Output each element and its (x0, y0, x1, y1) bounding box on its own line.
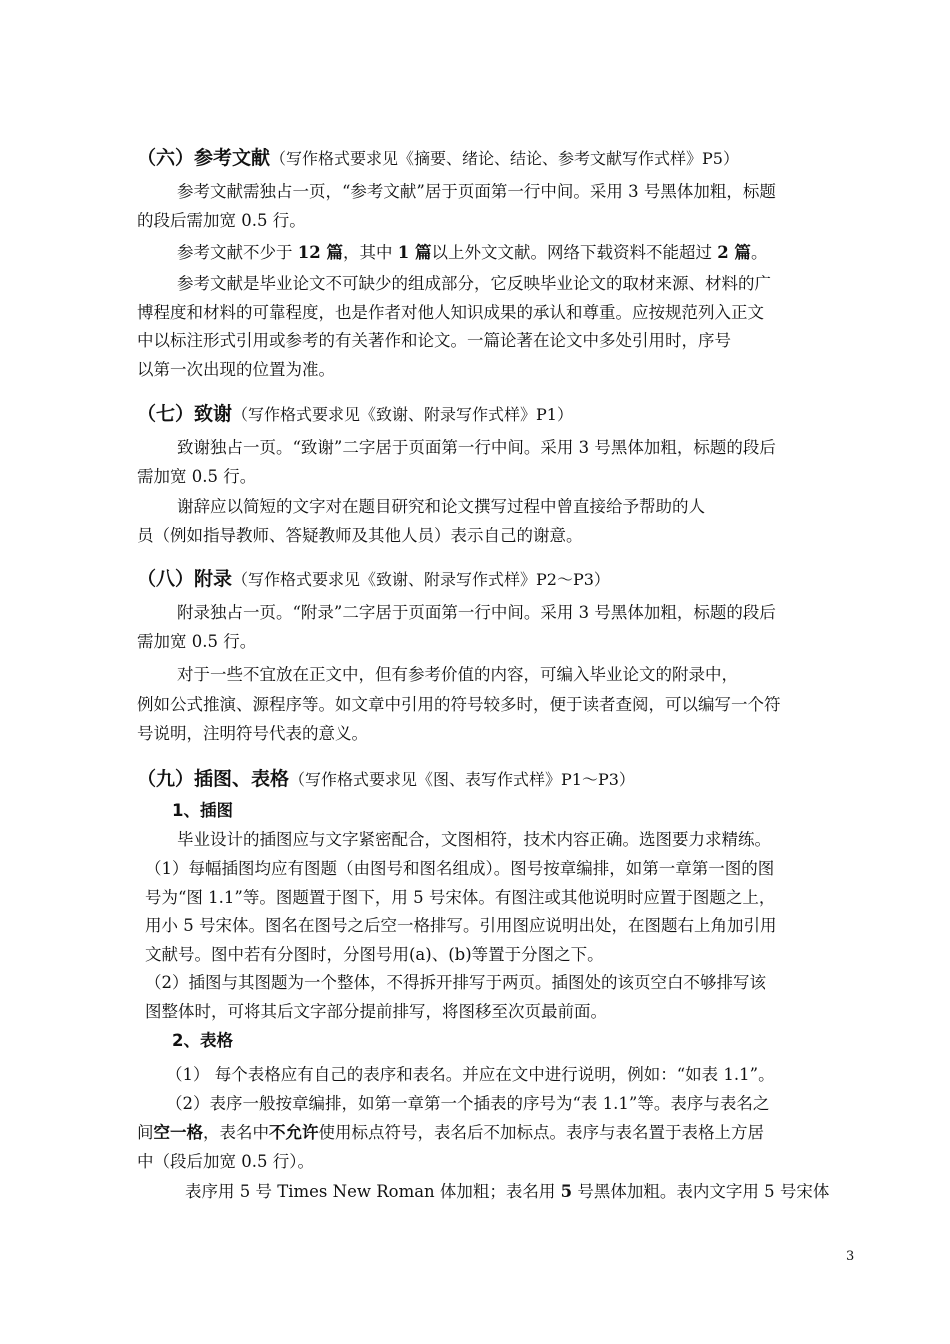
section-heading-references (137, 147, 739, 170)
section-heading-thanks (137, 403, 573, 426)
paragraph-line: 致谢独占一页。“致谢”二字居于页面第一行中间。采用 3 号黑体加粗，标题的段后 (177, 438, 776, 457)
subheading-tables: 2、表格 (172, 1031, 233, 1050)
paragraph-line: 例如公式推演、源程序等。如文章中引用的符号较多时，便于读者查阅，可以编写一个符 (137, 695, 781, 714)
heading-note: （写作格式要求见《摘要、绪论、结论、参考文献写作式样》P5） (270, 149, 739, 168)
page-number: 3 (846, 1249, 855, 1264)
paragraph-line: 参考文献需独占一页，“参考文献”居于页面第一行中间。采用 3 号黑体加粗，标题 (177, 182, 776, 201)
heading-note: （写作格式要求见《致谢、附录写作式样》P2～P3） (232, 570, 610, 589)
paragraph-line: 文献号。图中若有分图时，分图号用(a)、(b)等置于分图之下。 (145, 945, 604, 964)
paragraph-line: 中以标注形式引用或参考的有关著作和论文。一篇论著在论文中多处引用时，序号 (137, 331, 731, 350)
section-heading-figures-tables (137, 768, 635, 791)
heading-text: （七）致谢 (137, 403, 233, 425)
paragraph-line: 中（段后加宽 0.5 行）。 (137, 1152, 314, 1171)
paragraph-line: 间空一格，表名中不允许使用标点符号，表名后不加标点。表序与表名置于表格上方居 (137, 1123, 764, 1142)
paragraph-line: 博程度和材料的可靠程度，也是作者对他人知识成果的承认和尊重。应按规范列入正文 (137, 303, 764, 322)
paragraph-line: 毕业设计的插图应与文字紧密配合，文图相符，技术内容正确。选图要力求精练。 (177, 830, 771, 849)
paragraph-line: 需加宽 0.5 行。 (137, 467, 257, 486)
paragraph-line: 对于一些不宜放在正文中，但有参考价值的内容，可编入毕业论文的附录中， (177, 665, 738, 684)
paragraph-line: 用小 5 号宋体。图名在图号之后空一格排写。引用图应说明出处，在图题右上角加引用 (145, 916, 777, 935)
paragraph-line: 需加宽 0.5 行。 (137, 632, 257, 651)
paragraph-line: 号为“图 1.1”等。图题置于图下，用 5 号宋体。有图注或其他说明时应置于图题之上， (145, 888, 776, 907)
paragraph-line: 附录独占一页。“附录”二字居于页面第一行中间。采用 3 号黑体加粗，标题的段后 (177, 603, 776, 622)
section-heading-appendix (137, 568, 610, 591)
paragraph-line: 图整体时，可将其后文字部分提前排写，将图移至次页最前面。 (145, 1002, 607, 1021)
heading-note: （写作格式要求见《图、表写作式样》P1～P3） (289, 770, 635, 789)
paragraph-line: 参考文献不少于 12 篇，其中 1 篇以上外文文献。网络下载资料不能超过 2 篇。 (177, 243, 768, 262)
subheading-figures: 1、插图 (172, 801, 233, 820)
paragraph-line: 谢辞应以简短的文字对在题目研究和论文撰写过程中曾直接给予帮助的人 (177, 497, 705, 516)
heading-text: （六）参考文献 (137, 147, 271, 169)
paragraph-line: （2）插图与其图题为一个整体，不得拆开排写于两页。插图处的该页空白不够排写该 (145, 973, 766, 992)
paragraph-line: 的段后需加宽 0.5 行。 (137, 211, 306, 230)
paragraph-line: 号说明，注明符号代表的意义。 (137, 724, 368, 743)
paragraph-line: 表序用 5 号 Times New Roman 体加粗；表名用 5 号黑体加粗。表内文字用 5 号宋体 (185, 1182, 830, 1201)
heading-text: （八）附录 (137, 568, 233, 590)
paragraph-line: （2）表序一般按章编排，如第一章第一个插表的序号为“表 1.1”等。表序与表名之 (166, 1094, 770, 1113)
paragraph-line: 员（例如指导教师、答疑教师及其他人员）表示自己的谢意。 (137, 526, 583, 545)
paragraph-line: （1）每幅插图均应有图题（由图号和图名组成）。图号按章编排，如第一章第一图的图 (145, 859, 775, 878)
paragraph-line: 参考文献是毕业论文不可缺少的组成部分，它反映毕业论文的取材来源、材料的广 (177, 274, 771, 293)
heading-note: （写作格式要求见《致谢、附录写作式样》P1） (232, 405, 573, 424)
paragraph-line: （1） 每个表格应有自己的表序和表名。并应在文中进行说明，例如：“如表 1.1”。 (166, 1065, 775, 1084)
paragraph-line: 以第一次出现的位置为准。 (137, 360, 335, 379)
heading-text: （九）插图、表格 (137, 768, 290, 790)
